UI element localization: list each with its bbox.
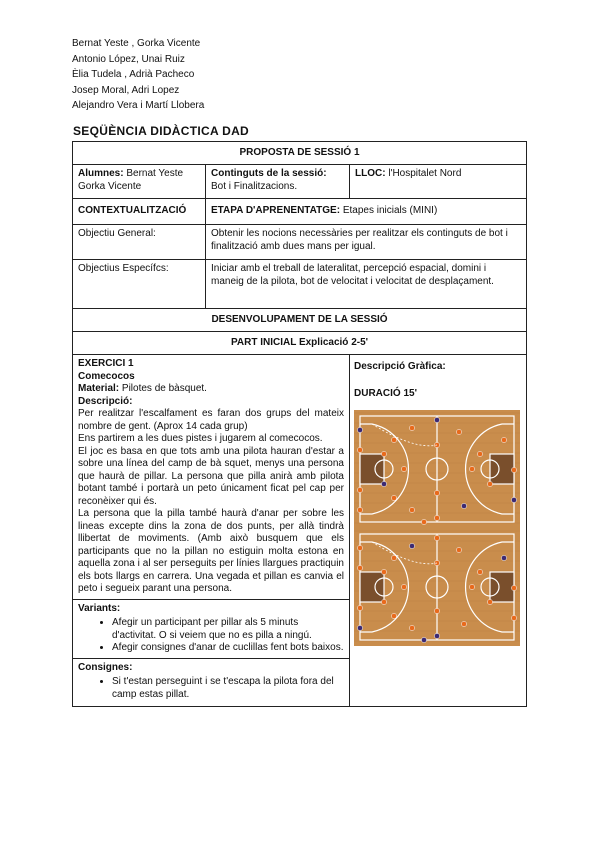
place-cell bbox=[350, 165, 527, 199]
player-marker bbox=[469, 466, 474, 471]
player-marker bbox=[487, 599, 492, 604]
duration-label: DURACIÓ 15' bbox=[354, 387, 417, 399]
player-marker bbox=[381, 569, 386, 574]
player-marker bbox=[421, 637, 426, 642]
contents-value: Bot i Finalitzacions. bbox=[211, 180, 298, 192]
player-marker bbox=[461, 621, 466, 626]
exercise-name: Comecocos bbox=[78, 370, 135, 382]
player-marker bbox=[357, 427, 362, 432]
basketball-court-top bbox=[354, 410, 520, 528]
variants-list bbox=[78, 617, 344, 655]
player-marker bbox=[511, 615, 516, 620]
paint-right bbox=[490, 454, 514, 484]
students-label: Alumnes: bbox=[78, 168, 124, 179]
court-diagram bbox=[354, 410, 520, 646]
player-marker bbox=[421, 519, 426, 524]
player-marker bbox=[409, 625, 414, 630]
stage-cell bbox=[206, 199, 527, 225]
initial-part-title: PART INICIAL Explicació 2-5' bbox=[73, 332, 527, 355]
contents-label: Continguts de la sessió: bbox=[211, 168, 327, 179]
player-marker bbox=[381, 451, 386, 456]
player-marker bbox=[456, 547, 461, 552]
player-marker bbox=[381, 481, 386, 486]
player-marker bbox=[434, 535, 439, 540]
player-marker bbox=[401, 466, 406, 471]
paint-right bbox=[490, 572, 514, 602]
description-paragraph: Ens partirem a les dues pistes i jugarem al comecocos. bbox=[78, 433, 323, 444]
player-marker bbox=[469, 584, 474, 589]
instructions-list bbox=[78, 676, 344, 701]
player-marker bbox=[477, 451, 482, 456]
player-marker bbox=[477, 569, 482, 574]
player-marker bbox=[357, 625, 362, 630]
author-line: Antonio López, Unai Ruiz bbox=[72, 53, 185, 65]
paint-left bbox=[360, 454, 384, 484]
exercise-cell bbox=[73, 355, 350, 600]
player-marker bbox=[434, 633, 439, 638]
description-paragraph: El joc es basa en que tots amb una pilota hauran d'estar a sobre una línea del camp de bà squet, menys una persona que haurà de pillar. La persona que pilla anirà amb pilota botant també i portarà un peto únicament ficat pel cap per reconèixer qui és. bbox=[78, 445, 344, 507]
player-marker bbox=[391, 495, 396, 500]
graphic-cell bbox=[350, 355, 527, 707]
player-marker bbox=[391, 613, 396, 618]
author-line: Bernat Yeste , Gorka Vicente bbox=[72, 38, 201, 49]
context-label: CONTEXTUALITZACIÓ bbox=[73, 199, 206, 225]
player-marker bbox=[456, 429, 461, 434]
place-label: LLOC: bbox=[355, 168, 386, 179]
player-marker bbox=[391, 555, 396, 560]
player-marker bbox=[434, 515, 439, 520]
contents-cell bbox=[206, 165, 350, 199]
stage-value: Etapes inicials (MINI) bbox=[340, 205, 438, 217]
author-line: Èlia Tudela , Adrià Pacheco bbox=[72, 69, 195, 80]
material-value: Pilotes de bàsquet. bbox=[119, 383, 207, 394]
player-marker bbox=[434, 417, 439, 422]
variants-label: Variants: bbox=[78, 602, 121, 614]
instructions-label: Consignes: bbox=[78, 661, 133, 673]
player-marker bbox=[434, 490, 439, 495]
player-marker bbox=[409, 507, 414, 512]
variants-cell bbox=[73, 599, 350, 658]
description-paragraph: Per realitzar l'escalfament es faran dos grups del mateix nombre de gent. (Aprox 14 cada grup) bbox=[78, 408, 344, 432]
player-marker bbox=[357, 605, 362, 610]
player-marker bbox=[487, 481, 492, 486]
instructions-cell bbox=[73, 658, 350, 706]
general-objective-label: Objectiu General: bbox=[73, 225, 206, 260]
player-marker bbox=[357, 545, 362, 550]
document-title: SEQÜÈNCIA DIDÀCTICA DAD bbox=[73, 124, 250, 138]
description-paragraph: La persona que la pilla també haurà d'anar per sobre les lineas excepte dins la zona de dos punts, per allà tindrà llibertat de moviments. (Amb això busquem que els participants que no la pillan no estiguin molta estona en aquella zona i al ser perseguits per línies llargues practiquin els bots llargs en carrera. Una vegada et pillan es canvia el peto i segueix parant una persona. bbox=[78, 508, 344, 594]
author-line: Alejandro Vera i Martí Llobera bbox=[72, 100, 205, 111]
exercise-title: EXERCICI 1 bbox=[78, 358, 134, 369]
session-table bbox=[72, 141, 527, 707]
player-marker bbox=[401, 584, 406, 589]
player-marker bbox=[461, 503, 466, 508]
player-marker bbox=[511, 585, 516, 590]
player-marker bbox=[381, 599, 386, 604]
player-marker bbox=[501, 437, 506, 442]
player-marker bbox=[434, 608, 439, 613]
description-label: Descripció: bbox=[78, 395, 133, 407]
player-marker bbox=[357, 447, 362, 452]
player-marker bbox=[511, 467, 516, 472]
students-cell bbox=[73, 165, 206, 199]
basketball-court-bottom bbox=[354, 528, 520, 646]
player-marker bbox=[357, 507, 362, 512]
author-line: Josep Moral, Adri Lopez bbox=[72, 84, 180, 96]
proposal-title: PROPOSTA DE SESSIÓ 1 bbox=[73, 142, 527, 165]
general-objective-value: Obtenir les nocions necessàries per realitzar els continguts de bot i finalització amb dues mans per igual. bbox=[206, 225, 527, 260]
development-title: DESENVOLUPAMENT DE LA SESSIÓ bbox=[73, 309, 527, 332]
specific-objectives-value: Iniciar amb el treball de lateralitat, percepció espacial, domini i maneig de la pilota, bot de velocitat i velocitat de desplaçament. bbox=[206, 260, 527, 309]
player-marker bbox=[501, 555, 506, 560]
material-label: Material: bbox=[78, 383, 120, 394]
variant-item: • Afegir consignes d'anar de cuclillas fent bots baixos. bbox=[112, 642, 344, 655]
specific-objectives-label: Objectius Específcs: bbox=[73, 260, 206, 309]
player-marker bbox=[357, 487, 362, 492]
variant-item: • Afegir un participant per pillar als 5 minuts d'activitat. O si veiem que no es pilla a ningú. bbox=[112, 617, 344, 642]
player-marker bbox=[409, 543, 414, 548]
player-marker bbox=[391, 437, 396, 442]
paint-left bbox=[360, 572, 384, 602]
graphic-label: Descripció Gràfica: bbox=[354, 361, 446, 372]
authors-list bbox=[72, 36, 204, 114]
material-line bbox=[78, 383, 344, 396]
player-marker bbox=[409, 425, 414, 430]
player-marker bbox=[357, 565, 362, 570]
instruction-item: • Si t'estan perseguint i se t'escapa la pilota fora del camp estas pillat. bbox=[112, 676, 344, 701]
player-marker bbox=[511, 497, 516, 502]
students-value: Bernat Yeste Gorka Vicente bbox=[78, 168, 184, 192]
place-value: l'Hospitalet Nord bbox=[385, 168, 462, 179]
stage-label: ETAPA D'APRENENTATGE: bbox=[211, 205, 341, 217]
